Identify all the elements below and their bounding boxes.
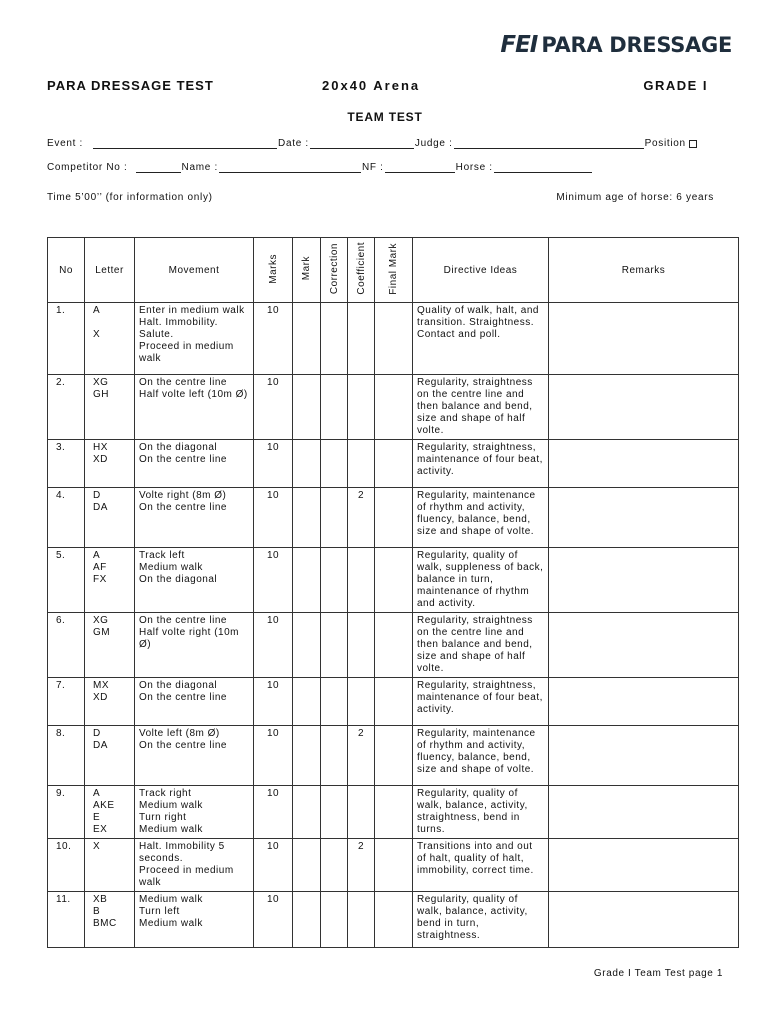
cell-coefficient xyxy=(348,440,375,488)
cell-mark[interactable] xyxy=(293,839,321,892)
cell-correction[interactable] xyxy=(321,303,348,375)
cell-directive: Quality of walk, halt, and transition. Straightness. Contact and poll. xyxy=(413,303,549,375)
cell-movement: Volte right (8m Ø) On the centre line xyxy=(135,488,254,548)
cell-coefficient xyxy=(348,375,375,440)
cell-remarks[interactable] xyxy=(549,375,739,440)
cell-remarks[interactable] xyxy=(549,488,739,548)
cell-no: 2. xyxy=(48,375,85,440)
cell-final-mark[interactable] xyxy=(375,613,413,678)
cell-letter: D DA xyxy=(85,488,135,548)
cell-mark[interactable] xyxy=(293,726,321,786)
cell-remarks[interactable] xyxy=(549,440,739,488)
cell-remarks[interactable] xyxy=(549,839,739,892)
cell-mark[interactable] xyxy=(293,548,321,613)
position-checkbox[interactable] xyxy=(689,140,697,148)
cell-correction[interactable] xyxy=(321,726,348,786)
cell-final-mark[interactable] xyxy=(375,892,413,948)
cell-no: 10. xyxy=(48,839,85,892)
table-row xyxy=(48,488,739,548)
cell-letter: XG GH xyxy=(85,375,135,440)
position-label: Position xyxy=(644,138,686,149)
cell-marks: 10 xyxy=(254,488,293,548)
cell-remarks[interactable] xyxy=(549,548,739,613)
cell-final-mark[interactable] xyxy=(375,548,413,613)
time-info: Time 5’00’’ (for information only) xyxy=(47,192,213,203)
cell-remarks[interactable] xyxy=(549,892,739,948)
cell-directive: Regularity, quality of walk, balance, activity, bend in turn, straightness. xyxy=(413,892,549,948)
page-footer: Grade I Team Test page 1 xyxy=(593,968,723,979)
cell-no: 5. xyxy=(48,548,85,613)
cell-letter: A AF FX xyxy=(85,548,135,613)
cell-coefficient xyxy=(348,303,375,375)
cell-marks: 10 xyxy=(254,786,293,839)
header-remarks: Remarks xyxy=(549,238,739,303)
cell-coefficient xyxy=(348,892,375,948)
cell-coefficient xyxy=(348,548,375,613)
cell-correction[interactable] xyxy=(321,892,348,948)
header-letter: Letter xyxy=(85,238,135,303)
score-sheet-table xyxy=(47,237,739,948)
cell-no: 8. xyxy=(48,726,85,786)
cell-movement: Track left Medium walk On the diagonal xyxy=(135,548,254,613)
cell-movement: Halt. Immobility 5 seconds. Proceed in medium walk xyxy=(135,839,254,892)
cell-no: 7. xyxy=(48,678,85,726)
cell-remarks[interactable] xyxy=(549,303,739,375)
cell-marks: 10 xyxy=(254,892,293,948)
cell-correction[interactable] xyxy=(321,786,348,839)
table-row xyxy=(48,440,739,488)
competitor-no-field[interactable] xyxy=(136,163,181,173)
header-final-mark: Final Mark xyxy=(375,238,413,303)
cell-final-mark[interactable] xyxy=(375,440,413,488)
date-label: Date : xyxy=(278,138,309,149)
cell-directive: Regularity, maintenance of rhythm and activity, fluency, balance, bend, size and shape of volte. xyxy=(413,726,549,786)
header-correction: Correction xyxy=(321,238,348,303)
cell-movement: Volte left (8m Ø) On the centre line xyxy=(135,726,254,786)
cell-directive: Regularity, quality of walk, balance, activity, straightness, bend in turns. xyxy=(413,786,549,839)
cell-letter: A AKE E EX xyxy=(85,786,135,839)
cell-no: 6. xyxy=(48,613,85,678)
minimum-age-info: Minimum age of horse: 6 years xyxy=(556,192,714,203)
cell-mark[interactable] xyxy=(293,892,321,948)
event-details-row xyxy=(47,138,697,149)
header-coefficient: Coefficient xyxy=(348,238,375,303)
cell-directive: Regularity, maintenance of rhythm and activity, fluency, balance, bend, size and shape of volte. xyxy=(413,488,549,548)
name-label: Name : xyxy=(181,162,218,173)
header-no: No xyxy=(48,238,85,303)
cell-marks: 10 xyxy=(254,839,293,892)
cell-final-mark[interactable] xyxy=(375,839,413,892)
cell-movement: On the centre line Half volte right (10m Ø) xyxy=(135,613,254,678)
cell-final-mark[interactable] xyxy=(375,726,413,786)
cell-mark[interactable] xyxy=(293,440,321,488)
competitor-details-row xyxy=(47,162,593,173)
cell-letter: XB B BMC xyxy=(85,892,135,948)
table-row xyxy=(48,303,739,375)
table-header-row xyxy=(48,238,739,303)
logo-text: PARA DRESSAGE xyxy=(541,33,732,57)
cell-mark[interactable] xyxy=(293,678,321,726)
cell-movement: Medium walk Turn left Medium walk xyxy=(135,892,254,948)
cell-remarks[interactable] xyxy=(549,678,739,726)
horse-field[interactable] xyxy=(494,163,592,173)
cell-coefficient: 2 xyxy=(348,839,375,892)
cell-remarks[interactable] xyxy=(549,613,739,678)
cell-marks: 10 xyxy=(254,678,293,726)
table-row xyxy=(48,839,739,892)
cell-marks: 10 xyxy=(254,440,293,488)
cell-movement: Enter in medium walk Halt. Immobility. Salute. Proceed in medium walk xyxy=(135,303,254,375)
cell-correction[interactable] xyxy=(321,440,348,488)
cell-coefficient: 2 xyxy=(348,726,375,786)
cell-no: 9. xyxy=(48,786,85,839)
cell-correction[interactable] xyxy=(321,678,348,726)
cell-letter: D DA xyxy=(85,726,135,786)
competitor-no-label: Competitor No : xyxy=(47,162,128,173)
cell-final-mark[interactable] xyxy=(375,678,413,726)
cell-remarks[interactable] xyxy=(549,786,739,839)
test-title: PARA DRESSAGE TEST xyxy=(47,78,214,93)
cell-no: 3. xyxy=(48,440,85,488)
cell-marks: 10 xyxy=(254,726,293,786)
nf-label: NF : xyxy=(361,162,384,173)
event-label: Event : xyxy=(47,138,84,149)
judge-field[interactable] xyxy=(454,139,644,149)
judge-label: Judge : xyxy=(414,138,453,149)
cell-marks: 10 xyxy=(254,303,293,375)
cell-directive: Regularity, straightness, maintenance of four beat, activity. xyxy=(413,440,549,488)
cell-no: 1. xyxy=(48,303,85,375)
cell-directive: Transitions into and out of halt, quality of halt, immobility, correct time. xyxy=(413,839,549,892)
cell-letter: X xyxy=(85,839,135,892)
cell-coefficient xyxy=(348,678,375,726)
cell-movement: On the centre line Half volte left (10m Ø) xyxy=(135,375,254,440)
team-test-heading: TEAM TEST xyxy=(347,110,423,124)
cell-no: 4. xyxy=(48,488,85,548)
cell-final-mark[interactable] xyxy=(375,488,413,548)
cell-final-mark[interactable] xyxy=(375,375,413,440)
cell-letter: MX XD xyxy=(85,678,135,726)
cell-mark[interactable] xyxy=(293,375,321,440)
header-directive-ideas: Directive Ideas xyxy=(413,238,549,303)
cell-directive: Regularity, straightness, maintenance of four beat, activity. xyxy=(413,678,549,726)
cell-movement: Track right Medium walk Turn right Medium walk xyxy=(135,786,254,839)
cell-marks: 10 xyxy=(254,548,293,613)
table-row xyxy=(48,892,739,948)
cell-correction[interactable] xyxy=(321,548,348,613)
table-row xyxy=(48,613,739,678)
header-mark: Mark xyxy=(293,238,321,303)
table-row xyxy=(48,726,739,786)
header-marks: Marks xyxy=(254,238,293,303)
cell-correction[interactable] xyxy=(321,375,348,440)
header-movement: Movement xyxy=(135,238,254,303)
arena-size: 20x40 Arena xyxy=(322,78,421,93)
cell-movement: On the diagonal On the centre line xyxy=(135,440,254,488)
cell-coefficient xyxy=(348,786,375,839)
horse-label: Horse : xyxy=(455,162,493,173)
nf-field[interactable] xyxy=(385,163,455,173)
cell-final-mark[interactable] xyxy=(375,303,413,375)
date-field[interactable] xyxy=(310,139,414,149)
cell-directive: Regularity, straightness on the centre line and then balance and bend, size and shape of half volte. xyxy=(413,613,549,678)
cell-marks: 10 xyxy=(254,613,293,678)
cell-coefficient: 2 xyxy=(348,488,375,548)
table-row xyxy=(48,548,739,613)
cell-correction[interactable] xyxy=(321,488,348,548)
cell-final-mark[interactable] xyxy=(375,786,413,839)
table-row xyxy=(48,375,739,440)
cell-correction[interactable] xyxy=(321,613,348,678)
cell-mark[interactable] xyxy=(293,488,321,548)
cell-no: 11. xyxy=(48,892,85,948)
cell-letter: A X xyxy=(85,303,135,375)
cell-correction[interactable] xyxy=(321,839,348,892)
fei-logo-mark: FEI xyxy=(500,32,538,58)
cell-mark[interactable] xyxy=(293,613,321,678)
fei-para-dressage-logo xyxy=(500,32,732,58)
event-field[interactable] xyxy=(93,139,277,149)
cell-coefficient xyxy=(348,613,375,678)
cell-remarks[interactable] xyxy=(549,726,739,786)
name-field[interactable] xyxy=(219,163,361,173)
cell-letter: HX XD xyxy=(85,440,135,488)
cell-letter: XG GM xyxy=(85,613,135,678)
cell-marks: 10 xyxy=(254,375,293,440)
table-row xyxy=(48,678,739,726)
table-row xyxy=(48,786,739,839)
cell-directive: Regularity, straightness on the centre line and then balance and bend, size and shape of half volte. xyxy=(413,375,549,440)
cell-mark[interactable] xyxy=(293,786,321,839)
cell-mark[interactable] xyxy=(293,303,321,375)
cell-directive: Regularity, quality of walk, suppleness of back, balance in turn, maintenance of rhythm and activity. xyxy=(413,548,549,613)
grade-label: GRADE I xyxy=(643,78,708,93)
cell-movement: On the diagonal On the centre line xyxy=(135,678,254,726)
